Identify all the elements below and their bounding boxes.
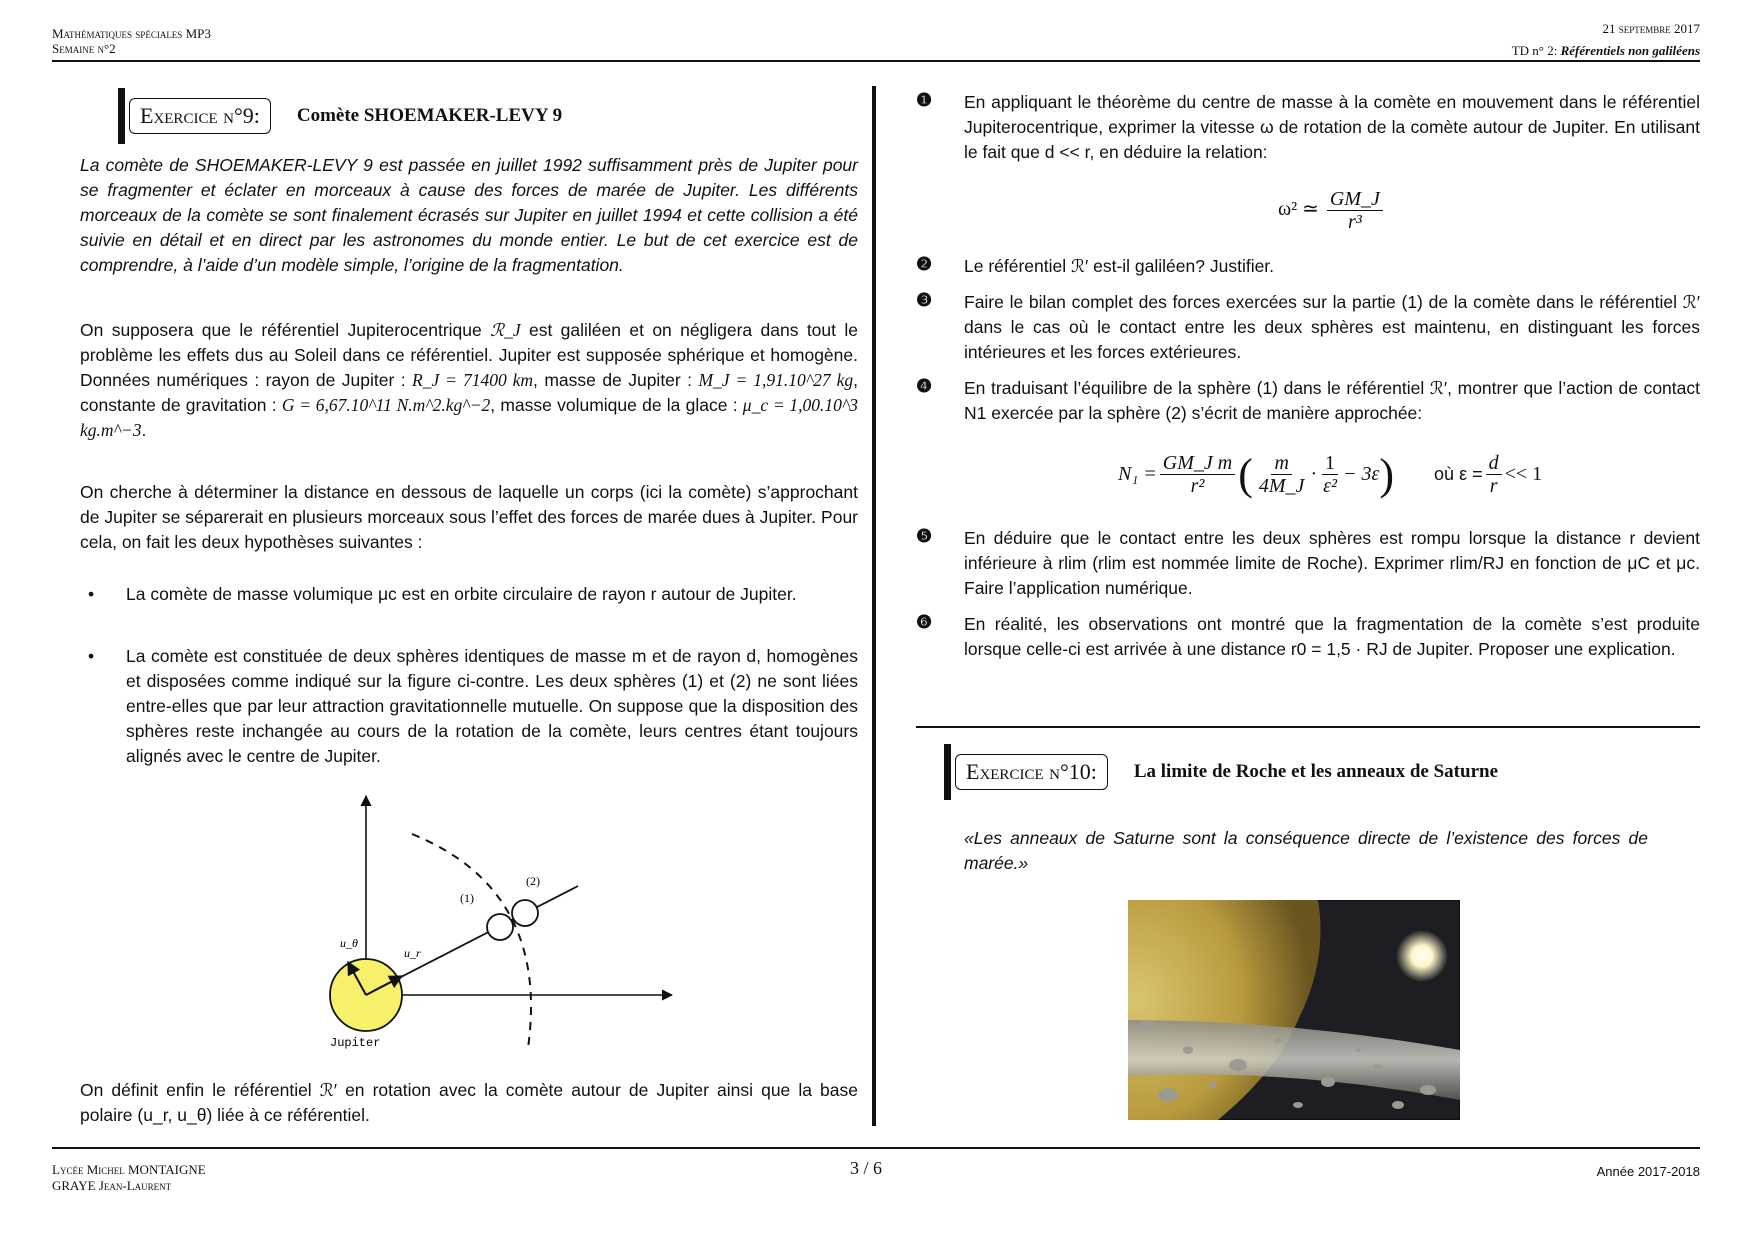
hypotheses-paragraph: On cherche à déterminer la distance en dessous de laquelle un corps (ici la comète) s’approchant de Jupiter se séparerait en plusieurs morceaux sous l’effet des forces de marée dues à Jupiter. Pour cela, on fait les deux hypothèses suivantes :	[80, 482, 858, 552]
value-mj: M_J = 1,91.10^27 kg	[698, 370, 854, 390]
sun-glow	[1396, 930, 1448, 982]
bullet-2: • La comète est constituée de deux sphères identiques de masse m et de rayon d, homogènes et disposées comme indiqué sur la figure ci-contre. Les deux sphères (1) et (2) ne sont liées entre-elles que par leur attraction gravitationnelle mutuelle. On suppose que la disposition des sphères reste inchangée au cours de la rotation de la comète, leurs centres étant toujours alignés avec le centre de Jupiter.	[88, 646, 858, 766]
header-course: Mathématiques spéciales MP3	[52, 26, 211, 41]
bullet-1: • La comète de masse volumique μc est en orbite circulaire de rayon r autour de Jupiter.	[126, 582, 858, 607]
intro-paragraph: La comète de SHOEMAKER-LEVY 9 est passée en juillet 1992 suffisamment près de Jupiter pour se fragmenter et éclater en morceaux à cause des forces de marée de Jupiter. Les différents morceaux de la comète se sont finalement écrasés sur Jupiter en juillet 1994 et cette collision a été suivie en détail et en direct par les astronomes du monde entier. Le but de cet exercice est de comprendre, à l’aide d’un modèle simple, l’origine de la fragmentation.	[80, 155, 858, 275]
bullet-dot: •	[88, 646, 95, 666]
exercise-9-bar	[118, 88, 125, 144]
header-right	[1512, 18, 1700, 62]
comet-figure	[300, 790, 700, 1060]
footer-year: Année 2017-2018	[1596, 1164, 1700, 1179]
footer-school: Lycée Michel MONTAIGNE	[52, 1162, 206, 1177]
formula-n1-frac2: $\frac{m}{4M\_J}$	[1258, 452, 1305, 497]
question-3-number: ❸	[916, 290, 933, 310]
final-paragraph: On définit enfin le référentiel ℛ′ en rotation avec la comète autour de Jupiter ainsi que la base polaire (u_r, u_θ) liée à ce référentiel.	[80, 1080, 858, 1125]
exercise-10-header	[944, 744, 1498, 800]
label-sphere-1: (1)	[460, 891, 474, 905]
exercise-9-title: Comète SHOEMAKER-LEVY 9	[296, 105, 563, 126]
formula-omega-den: r³	[1348, 211, 1362, 233]
formula-omega-frac	[1327, 188, 1383, 233]
exercise-9-intro	[80, 153, 858, 278]
header-td: TD n° 2: Référentiels non galiléens	[1511, 43, 1700, 58]
value-g: G = 6,67.10^11 N.m^2.kg^−2	[281, 395, 491, 415]
column-separator	[872, 86, 876, 1126]
value-rj: R_J = 71400 km	[412, 370, 534, 390]
question-4-text: En traduisant l’équilibre de la sphère (1) dans le référentiel ℛ′, montrer que l’action de contact N1 exercée par la sphère (2) s’écrit de manière approchée:	[964, 378, 1700, 423]
exercise-10-label: Exercice n°10:	[955, 754, 1108, 790]
quote-paragraph: «Les anneaux de Saturne sont la conséquence directe de l’existence des forces de marée.»	[964, 828, 1648, 873]
paren-close: )	[1379, 449, 1395, 499]
exercise-9-final	[80, 1078, 858, 1128]
exercise-9-header	[118, 88, 562, 144]
exercise-10-quote	[964, 826, 1648, 876]
question-5-number: ❺	[916, 526, 933, 546]
bullet-dot: •	[88, 584, 95, 604]
formula-omega-lhs: ω² ≃	[1278, 198, 1319, 221]
label-sphere-2: (2)	[526, 874, 540, 888]
cdot: ·	[1310, 463, 1318, 485]
header-left	[52, 26, 211, 56]
formula-n1: N₁ = $\frac{\text{GM\_J m}}{\text{r²}}$ ( $\frac{m}{4M\_J}$ · $\frac{1}{\text{ε²}}$ − 3ε ) où ε = $\frac{d}{r}$ << 1	[1118, 449, 1543, 499]
exercise-10-bar	[944, 744, 951, 800]
header-date: 21 septembre 2017	[1602, 21, 1700, 36]
question-4-number: ❹	[916, 376, 933, 396]
sphere-2	[512, 900, 538, 926]
header-rule	[52, 60, 1700, 62]
exercise-10-rule	[916, 726, 1700, 728]
formula-n1-ou: où ε =	[1434, 464, 1483, 484]
formula-n1-lhs: N₁ =	[1118, 463, 1157, 485]
value-muc: μ_c = 1,00.10^3 kg.m^−3	[80, 395, 859, 440]
question-6-number: ❻	[916, 612, 933, 632]
footer-left	[52, 1162, 206, 1194]
question-1-text: En appliquant le théorème du centre de masse à la comète en mouvement dans le référentiel Jupiterocentrique, exprimer la vitesse ω de rotation de la comète autour de Jupiter. En utilisant le fait que d << r, en déduire la relation:	[964, 92, 1700, 162]
label-utheta: u_θ	[340, 936, 358, 950]
formula-n1-frac1: $\frac{\text{GM\_J m}}{\text{r²}}$	[1160, 452, 1235, 497]
label-ur: u_r	[404, 946, 421, 960]
paren-open: (	[1238, 449, 1253, 499]
symbol-rj: ℛ_J	[490, 320, 521, 340]
sphere-1	[487, 914, 513, 940]
formula-omega-num: GM_J	[1327, 188, 1383, 211]
data-paragraph: On supposera que le référentiel Jupiterocentrique ℛ_J est galiléen et on négligera dans tout le problème les effets dus au Soleil dans ce référentiel. Jupiter est supposée sphérique et homogène. Données numériques : rayon de Jupiter : R_J = 71400 km, masse de Jupiter : M_J = 1,91.10^27 kg, constante de gravitation : G = 6,67.10^11 N.m^2.kg^−2, masse volumique de la glace : μ_c = 1,00.10^3 kg.m^−3.	[80, 320, 859, 440]
exercise-9-hypotheses-intro	[80, 480, 858, 555]
question-1-number: ❶	[916, 90, 933, 110]
footer-page-number: 3 / 6	[850, 1158, 883, 1178]
header-td-title: Référentiels non galiléens	[1560, 43, 1700, 58]
question-6-text: En réalité, les observations ont montré que la fragmentation de la comète s’est produite lorsque celle-ci est arrivée à une distance r0 = 1,5 · RJ de Jupiter. Proposer une explication.	[964, 614, 1700, 659]
saturn-rings-image	[1128, 900, 1460, 1120]
question-2-text: Le référentiel ℛ′ est-il galiléen? Justifier.	[964, 256, 1275, 276]
footer-author: GRAYE Jean-Laurent	[52, 1178, 172, 1193]
header-week: Semaine n°2	[52, 41, 116, 56]
label-jupiter: Jupiter	[330, 1036, 381, 1050]
footer-rule	[52, 1147, 1700, 1149]
exercise-10-title: La limite de Roche et les anneaux de Saturne	[1133, 761, 1499, 782]
question-5-text: En déduire que le contact entre les deux sphères est rompu lorsque la distance r devient inférieure à rlim (rlim est nommée limite de Roche). Exprimer rlim/RJ en fonction de μC et μc. Faire l’application numérique.	[964, 528, 1700, 598]
formula-omega	[1278, 188, 1386, 233]
formula-n1-frac3: $\frac{1}{\text{ε²}}$	[1323, 452, 1337, 497]
question-3-text: Faire le bilan complet des forces exercées sur la partie (1) de la comète dans le référentiel ℛ′ dans le cas où le contact entre les deux sphères est maintenu, en distinguant les forces intérieures et les forces extérieures.	[964, 292, 1700, 362]
question-2-number: ❷	[916, 254, 933, 274]
exercise-9-label: Exercice n°9:	[129, 98, 271, 134]
exercise-9-data	[80, 318, 858, 443]
formula-n1-frac4: $\frac{d}{r}$	[1486, 452, 1502, 497]
